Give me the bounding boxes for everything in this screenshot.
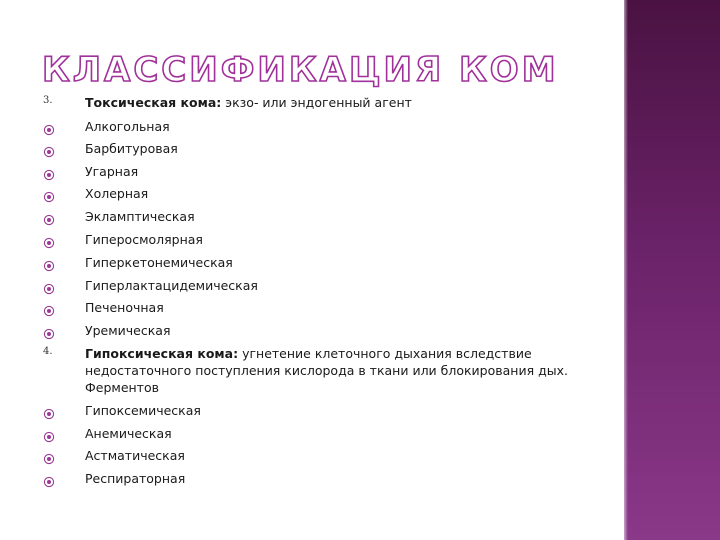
list-item-label: Гипоксемическая (85, 403, 201, 418)
list-item-label: Анемическая (85, 426, 172, 441)
list-item-label: Астматическая (85, 448, 185, 463)
section-heading-text (85, 94, 585, 111)
section-heading-label: Токсическая кома: (85, 95, 222, 110)
circled-dot-bullet-icon (43, 473, 55, 485)
list-item-label: Гиперкетонемическая (85, 255, 233, 270)
decorative-side-band (624, 0, 720, 540)
list-item-label: Угарная (85, 164, 139, 179)
circled-dot-bullet-icon (43, 405, 55, 417)
section-description: экзо- или эндогенный агент (221, 95, 412, 110)
list-item-label: Экламптическая (85, 209, 195, 224)
list-item-label: Уремическая (85, 323, 171, 338)
list-item-label: Гиперлактацидемическая (85, 278, 258, 293)
section-heading-label: Гипоксическая кома: (85, 346, 239, 361)
circled-dot-bullet-icon (43, 211, 55, 223)
slide-title: КЛАССИФИКАЦИЯ КОМ (42, 50, 559, 90)
circled-dot-bullet-icon (43, 234, 55, 246)
circled-dot-bullet-icon (43, 121, 55, 133)
circled-dot-bullet-icon (43, 280, 55, 292)
circled-dot-bullet-icon (43, 302, 55, 314)
circled-dot-bullet-icon (43, 257, 55, 269)
list-item-label: Холерная (85, 186, 149, 201)
list-item-label: Барбитуровая (85, 141, 178, 156)
circled-dot-bullet-icon (43, 325, 55, 337)
circled-dot-bullet-icon (43, 450, 55, 462)
circled-dot-bullet-icon (43, 188, 55, 200)
list-item-label: Респираторная (85, 471, 186, 486)
section-description: угнетение клеточного дыхания вследствие недостаточного поступления кислорода в ткани или блокирования дых. Ферментов (85, 346, 568, 395)
list-item-label: Гиперосмолярная (85, 232, 203, 247)
section-number: 3. (43, 95, 53, 106)
section-number: 4. (43, 346, 53, 357)
list-item-label: Алкогольная (85, 119, 170, 134)
list-item-label: Печеночная (85, 300, 164, 315)
section-heading-text (85, 345, 585, 396)
circled-dot-bullet-icon (43, 143, 55, 155)
circled-dot-bullet-icon (43, 428, 55, 440)
side-band-highlight (624, 0, 628, 540)
circled-dot-bullet-icon (43, 166, 55, 178)
